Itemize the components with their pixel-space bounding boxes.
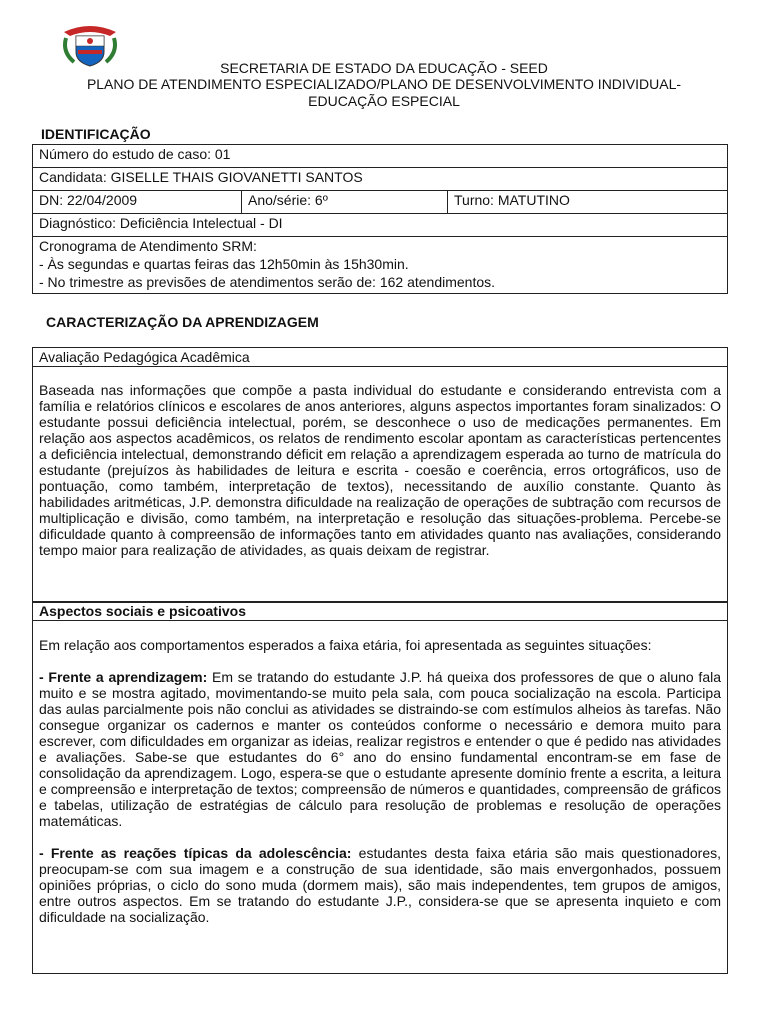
aspectos-box <box>32 601 728 974</box>
aspectos-title: Aspectos sociais e psicoativos <box>33 601 727 621</box>
candidata-cell: Candidata: GISELLE THAIS GIOVANETTI SANTOS <box>33 168 728 191</box>
section-title-identificacao: IDENTIFICAÇÃO <box>41 126 151 142</box>
ano-serie-cell: Ano/série: 6º <box>242 191 448 214</box>
table-row <box>33 168 728 191</box>
table-row <box>33 145 728 168</box>
frente-reacoes-label: - Frente as reações típicas da adolescência: <box>39 845 352 861</box>
table-row <box>33 214 728 237</box>
frente-reacoes-paragraph <box>33 845 727 925</box>
diagnostico-value: Deficiência Intelectual - DI <box>116 215 283 231</box>
aspectos-intro: Em relação aos comportamentos esperados a faixa etária, foi apresentada as seguintes situações: <box>39 637 652 653</box>
frente-aprendizagem-label: - Frente a aprendizagem: <box>39 669 208 685</box>
frente-aprendizagem-text: Em se tratando do estudante J.P. há queixa dos professores de que o aluno fala muito e se mostra agitado, movimentando-se muito pela sala, com pouca socialização na escola. Participa das aulas parcialmente pois não conclui as atividades se distraindo-se com estímulos alheios às tarefas. Não consegue organizar os cadernos e manter os conteúdos conforme o necessário e demora muito para escrever, com dificuldades em organizar as ideias, realizar registros e entender o que é pedido nas atividades e avaliações. Sabe-se que estudantes do 6° ano do ensino fundamental encontram-se em fase de consolidação da aprendizagem. Logo, espera-se que o estudante apresente domínio frente a escrita, a leitura e compreensão e interpretação de textos; compreensão de números e quantidades, compreensão de gráficos e tabelas, utilização de estratégias de cálculo para resolução de problemas e resolução de operações matemáticas. <box>39 669 721 829</box>
avaliacao-box <box>32 347 728 603</box>
cronograma-line-1: - Às segundas e quartas feiras das 12h50min às 15h30min. <box>39 256 409 272</box>
cronograma-line-2: - No trimestre as previsões de atendimentos serão de: 162 atendimentos. <box>39 274 496 290</box>
table-row <box>33 191 728 214</box>
dn-cell: DN: 22/04/2009 <box>33 191 242 214</box>
identification-table <box>32 144 728 294</box>
frente-reacoes-text: estudantes desta faixa etária são mais questionadores, preocupam-se com sua imagem e a construção de sua identidade, são mais envergonhados, possuem opiniões próprias, o ciclo do sono muda (dormem mais), são mais independentes, tem grupos de amigos, entre outros aspectos. Em se tratando do estudante J.P., considera-se que se apresenta inquieto e com dificuldade na socialização. <box>39 845 721 925</box>
table-row <box>33 237 728 294</box>
avaliacao-title: Avaliação Pedagógica Acadêmica <box>33 348 727 367</box>
frente-aprendizagem-paragraph <box>33 669 727 829</box>
turno-cell: Turno: MATUTINO <box>448 191 728 214</box>
diagnostico-label: Diagnóstico: <box>39 215 117 231</box>
numero-estudo-cell: Número do estudo de caso: 01 <box>33 145 728 168</box>
header-secretaria: SECRETARIA DE ESTADO DA EDUCAÇÃO - SEED <box>220 60 548 76</box>
section-title-caracterizacao: CARACTERIZAÇÃO DA APRENDIZAGEM <box>46 314 319 330</box>
cronograma-cell <box>33 237 728 294</box>
avaliacao-text: Baseada nas informações que compõe a pasta individual do estudante e considerando entrevista com a família e relatórios clínicos e escolares de anos anteriores, alguns aspectos importantes foram sinalizados: O estudante possui deficiência intelectual, porém, se desconhece o uso de medicações permanentes. Em relação aos aspectos acadêmicos, os relatos de rendimento escolar apontam as características pertencentes a deficiência intelectual, demonstrando déficit em relação a aprendizagem esperada ao turno de matrícula do estudante (prejuízos às habilidades de leitura e escrita - coesão e coerência, erros ortográficos, uso de pontuação, como também, interpretação de textos), necessitando de auxílio constante. Quanto às habilidades aritméticas, J.P. demonstra dificuldade na realização de operações de subtração com recursos de multiplicação e divisão, como também, na interpretação e resolução das situações-problema. Percebe-se dificuldade quanto à compreensão de informações tanto em atividades quanto nas avaliações, considerando tempo maior para realização de atividades, as quais deixam de registrar. <box>39 382 721 558</box>
diagnostico-cell <box>33 214 728 237</box>
header-plano: PLANO DE ATENDIMENTO ESPECIALIZADO/PLANO DE DESENVOLVIMENTO INDIVIDUAL- <box>86 76 682 92</box>
header-educacao-especial: EDUCAÇÃO ESPECIAL <box>308 93 460 109</box>
cronograma-title: Cronograma de Atendimento SRM: <box>39 238 257 254</box>
